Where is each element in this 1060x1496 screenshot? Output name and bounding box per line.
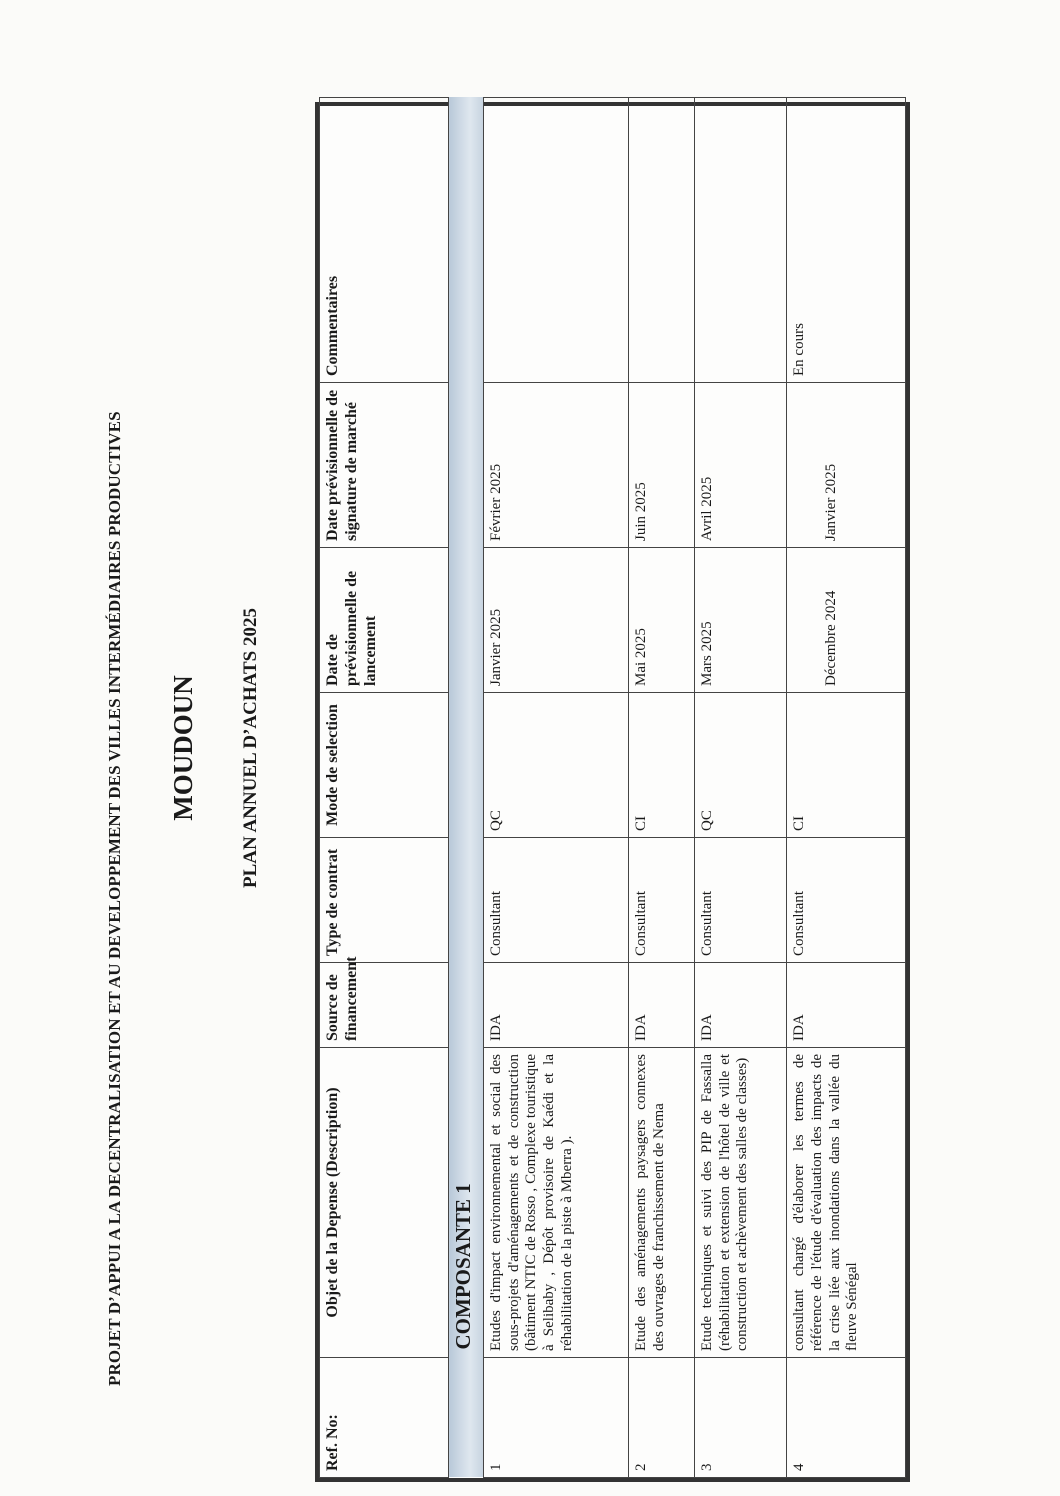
cell-type: Consultant	[787, 838, 906, 963]
cell-commentaires: En cours	[787, 98, 906, 383]
cell-objet: Etude techniques et suivi des PIP de Fassalla (réhabilitation et extension de l'hôtel de ville et construction et achèvement des salles de classes)	[694, 1048, 786, 1358]
procurement-table	[315, 102, 910, 1482]
cell-mode: QC	[484, 693, 629, 838]
cell-type: Consultant	[484, 838, 629, 963]
plan-title: PLAN ANNUEL D’ACHATS 2025	[240, 608, 261, 888]
cell-type: Consultant	[628, 838, 694, 963]
col-header-objet: Objet de la Depense (Description)	[320, 1048, 449, 1358]
table-row	[484, 98, 629, 1478]
cell-objet: consultant chargé d'élaborer les termes de référence de l'étude d'évaluation des impacts de la crise liée aux inondations dans la vallée du fleuve Sénégal	[787, 1048, 906, 1358]
cell-date-signature: Février 2025	[484, 383, 629, 548]
col-header-source: Source de financement	[320, 963, 449, 1048]
cell-objet: Etude des aménagements paysagers connexes des ouvrages de franchissement de Nema	[628, 1048, 694, 1358]
table-row	[628, 98, 694, 1478]
cell-mode: CI	[787, 693, 906, 838]
cell-ref: 4	[787, 1358, 906, 1478]
cell-date-signature: Avril 2025	[694, 383, 786, 548]
cell-date-signature: Janvier 2025	[787, 383, 906, 548]
cell-source: IDA	[484, 963, 629, 1048]
city-title: MOUDOUN	[168, 675, 198, 821]
cell-type: Consultant	[694, 838, 786, 963]
cell-commentaires	[694, 98, 786, 383]
table-row	[787, 98, 906, 1478]
col-header-date-lancement: Date de prévisionnelle de lancement	[320, 548, 449, 693]
cell-source: IDA	[787, 963, 906, 1048]
col-header-date-signature: Date prévisionnelle de signature de marché	[320, 383, 449, 548]
project-title: PROJET D’APPUI A LA DECENTRALISATION ET AU DEVELOPPEMENT DES VILLES INTERMÉDIAIRES PRODUCTIVES	[105, 411, 124, 1386]
cell-mode: QC	[694, 693, 786, 838]
table-header-row	[320, 98, 449, 1478]
col-header-type: Type de contrat	[320, 838, 449, 963]
cell-objet: Etudes d'impact environnemental et social des sous-projets d'aménagements et de construction (bâtiment NTIC de Rosso , Complexe touristique à Selibaby , Dépôt provisoire de Kaédi et la réhabilitation de la piste à Mberra ).	[484, 1048, 629, 1358]
table-row	[694, 98, 786, 1478]
col-header-ref: Ref. No:	[320, 1358, 449, 1478]
cell-ref: 1	[484, 1358, 629, 1478]
col-header-commentaires: Commentaires	[320, 98, 449, 383]
cell-ref: 3	[694, 1358, 786, 1478]
cell-date-lancement: Mars 2025	[694, 548, 786, 693]
col-header-mode: Mode de selection	[320, 693, 449, 838]
cell-date-lancement: Mai 2025	[628, 548, 694, 693]
cell-mode: CI	[628, 693, 694, 838]
cell-commentaires	[628, 98, 694, 383]
cell-source: IDA	[694, 963, 786, 1048]
section-label-text: COMPOSANTE 1	[451, 1183, 475, 1350]
cell-date-lancement: Décembre 2024	[787, 548, 906, 693]
cell-source: IDA	[628, 963, 694, 1048]
cell-date-signature: Juin 2025	[628, 383, 694, 548]
band-spacer	[449, 1358, 484, 1478]
section-label	[449, 98, 484, 1358]
cell-date-lancement: Janvier 2025	[484, 548, 629, 693]
cell-commentaires	[484, 98, 629, 383]
cell-ref: 2	[628, 1358, 694, 1478]
section-band	[449, 98, 484, 1478]
